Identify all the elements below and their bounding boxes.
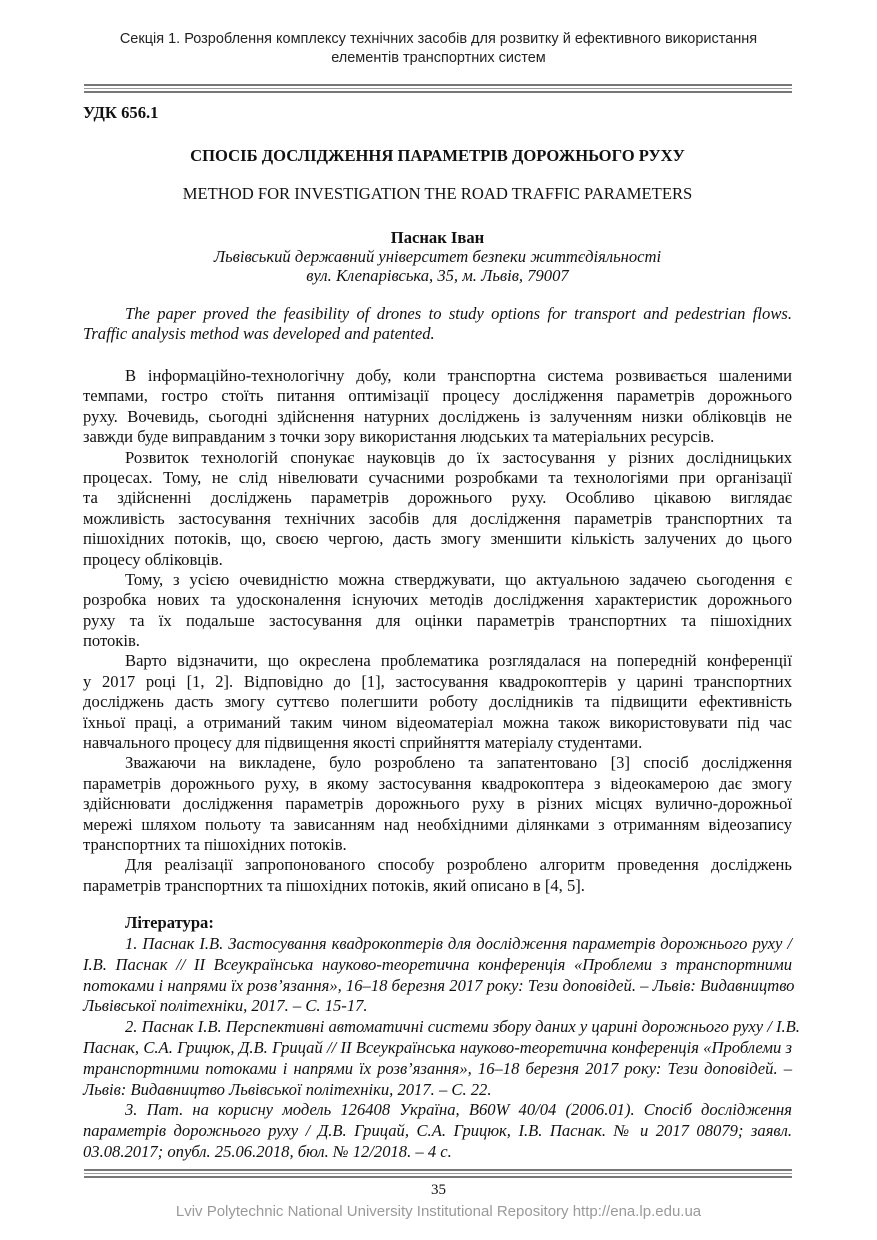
paragraph-line: транспортних та пішохідних потоків.: [83, 834, 347, 854]
reference-item-line: І.В. Паснак // ІІ Всеукраїнська науково-теоретична конференція «Проблеми з транспортними: [83, 954, 792, 974]
udk-code: УДК 656.1: [83, 103, 159, 122]
paragraph-line: Тому, з усією очевидністю можна стверджувати, що актуальною задачею сьогодення є: [125, 569, 792, 589]
paragraph: [83, 366, 792, 448]
abstract-line: The paper proved the feasibility of drones to study options for transport and pedestrian flows.: [125, 304, 792, 323]
paragraph: [83, 570, 792, 652]
paragraph: [83, 855, 792, 896]
running-header: [60, 30, 817, 68]
page-number: 35: [431, 1182, 446, 1198]
paragraph-line: руху. Вочевидь, сьогодні здійснення натурних досліджень із залученням низки обліковців не: [83, 406, 792, 426]
paragraph-line: Для реалізації запропонованого способу розроблено алгоритм проведення досліджень: [125, 855, 792, 875]
paragraph-line: та здійсненні досліджень параметрів дорожнього руху. Особливо цікавою виглядає: [83, 488, 792, 508]
reference-item: [83, 1100, 792, 1162]
reference-item-line: 3. Пат. на корисну модель 126408 Україна, B60W 40/04 (2006.01). Спосіб дослідження: [125, 1100, 792, 1120]
header-divider: [84, 84, 792, 93]
paragraph-line: їхньої праці, а отриманий таким чином відеоматеріал можна також використовувати під час: [83, 712, 792, 732]
paragraph-line: мережі шляхом польоту та зависанням над необхідними ділянками з отриманням відеозапису: [83, 814, 792, 834]
paragraph-line: темпами, гостро стоїть питання оптимізації процесу дослідження параметрів дорожнього: [83, 386, 792, 406]
reference-item-line: Паснак, С.А. Грицюк, Д.В. Грицай // ІІ Всеукраїнська науково-теоретична конференція «Проблеми з: [83, 1037, 792, 1057]
reference-item-line: Львів: Видавництво Львівської політехніки, 2017. – С. 22.: [83, 1079, 492, 1099]
address: вул. Клепарівська, 35, м. Львів, 79007: [306, 266, 569, 285]
author-name: Паснак Іван: [390, 228, 485, 247]
reference-item-line: параметрів дорожнього руху / Д.В. Грицай, С.А. Грицюк, І.В. Паснак. № u 2017 08079; заявл.: [83, 1121, 792, 1141]
paragraph-line: у 2017 році [1, 2]. Відповідно до [1], застосування квадрокоптерів у царині транспортних: [83, 671, 792, 691]
reference-item-line: 2. Паснак І.В. Перспективні автоматичні системи збору даних у царині дорожнього руху / І.В.: [125, 1017, 800, 1037]
paragraph-line: завжди буде виправданим з точки зору використання людських та матеріальних ресурсів.: [83, 427, 715, 447]
paragraph-line: потоків.: [83, 631, 140, 651]
page-title: СПОСІБ ДОСЛІДЖЕННЯ ПАРАМЕТРІВ ДОРОЖНЬОГО РУХУ: [190, 146, 685, 165]
affiliation: Львівський державний університет безпеки життєдіяльності: [213, 247, 662, 266]
paragraph-line: руху та їх подальше застосування для оцінки параметрів транспортних та пішохідних: [83, 610, 792, 630]
running-header-line: елементів транспортних систем: [331, 50, 546, 66]
paragraph-line: можливість застосування технічних засобів для дослідження параметрів транспортних та: [83, 508, 792, 528]
footer-divider: [84, 1169, 792, 1178]
abstract: [83, 304, 792, 345]
references-heading: Література:: [125, 913, 214, 932]
paragraph-line: Варто відзначити, що окреслена проблематика розглядалася на попередній конференції: [125, 651, 792, 671]
reference-item: [83, 1017, 800, 1100]
paragraph-line: пішохідних потоків, що, своєю чергою, дасть змогу зменшити кількість залучених до цього: [83, 529, 792, 549]
paragraph-line: Розвиток технологій спонукає науковців до їх застосування у різних дослідницьких: [125, 447, 792, 467]
paragraph-line: здійснювати дослідження параметрів дорожнього руху в різних місцях вулично-дорожньої: [83, 794, 792, 814]
reference-item-line: потоками і напрями їх розв’язання», 16–18 березня 2017 року: Тези доповідей. – Львів: Видавництво: [83, 975, 795, 995]
running-header-line: Секція 1. Розроблення комплексу технічних засобів для розвитку й ефективного використання: [119, 31, 758, 47]
paragraph: [83, 448, 792, 570]
repository-footer: Lviv Polytechnic National University Institutional Repository http://ena.lp.edu.ua: [175, 1203, 702, 1220]
abstract-line: Traffic analysis method was developed and patented.: [83, 324, 435, 344]
paragraph-line: параметрів дорожнього руху, в якому застосування квадрокоптера з відеокамерою дає змогу: [83, 773, 792, 793]
paragraph-line: процесах. Тому, не слід нівелювати сучасними розробками та технологіями при організації: [83, 467, 792, 487]
paragraph-line: досліджень дасть змогу суттєво полегшити роботу дослідників та підвищити ефективність: [83, 692, 792, 712]
paragraph: [83, 651, 792, 753]
body-text: [83, 366, 792, 896]
paragraph: [83, 753, 792, 855]
english-title: METHOD FOR INVESTIGATION THE ROAD TRAFFIC PARAMETERS: [182, 184, 693, 203]
references-list: [83, 934, 800, 1163]
reference-item-line: транспортними потоками і напрями їх розв’язання», 16–18 березня 2017 року: Тези доповідей. –: [83, 1058, 792, 1078]
reference-item: [83, 934, 795, 1017]
reference-item-line: 03.08.2017; опубл. 25.06.2018, бюл. № 12/2018. – 4 с.: [83, 1141, 452, 1161]
paragraph-line: навчального процесу для підвищення якості сприйняття матеріалу студентами.: [83, 733, 643, 753]
paragraph-line: параметрів транспортних та пішохідних потоків, який описано в [4, 5].: [83, 875, 585, 895]
paragraph-line: розробка нових та удосконалення існуючих методів дослідження характеристик дорожнього: [83, 590, 792, 610]
paragraph-line: процесу обліковців.: [83, 549, 223, 569]
paragraph-line: Зважаючи на викладене, було розроблено та запатентовано [3] спосіб дослідження: [125, 753, 792, 773]
reference-item-line: Львівської політехніки, 2017. – С. 15-17.: [83, 996, 368, 1016]
paragraph-line: В інформаційно-технологічну добу, коли транспортна система розвивається шаленими: [125, 366, 792, 385]
reference-item-line: 1. Паснак І.В. Застосування квадрокоптерів для дослідження параметрів дорожнього руху /: [125, 934, 792, 953]
